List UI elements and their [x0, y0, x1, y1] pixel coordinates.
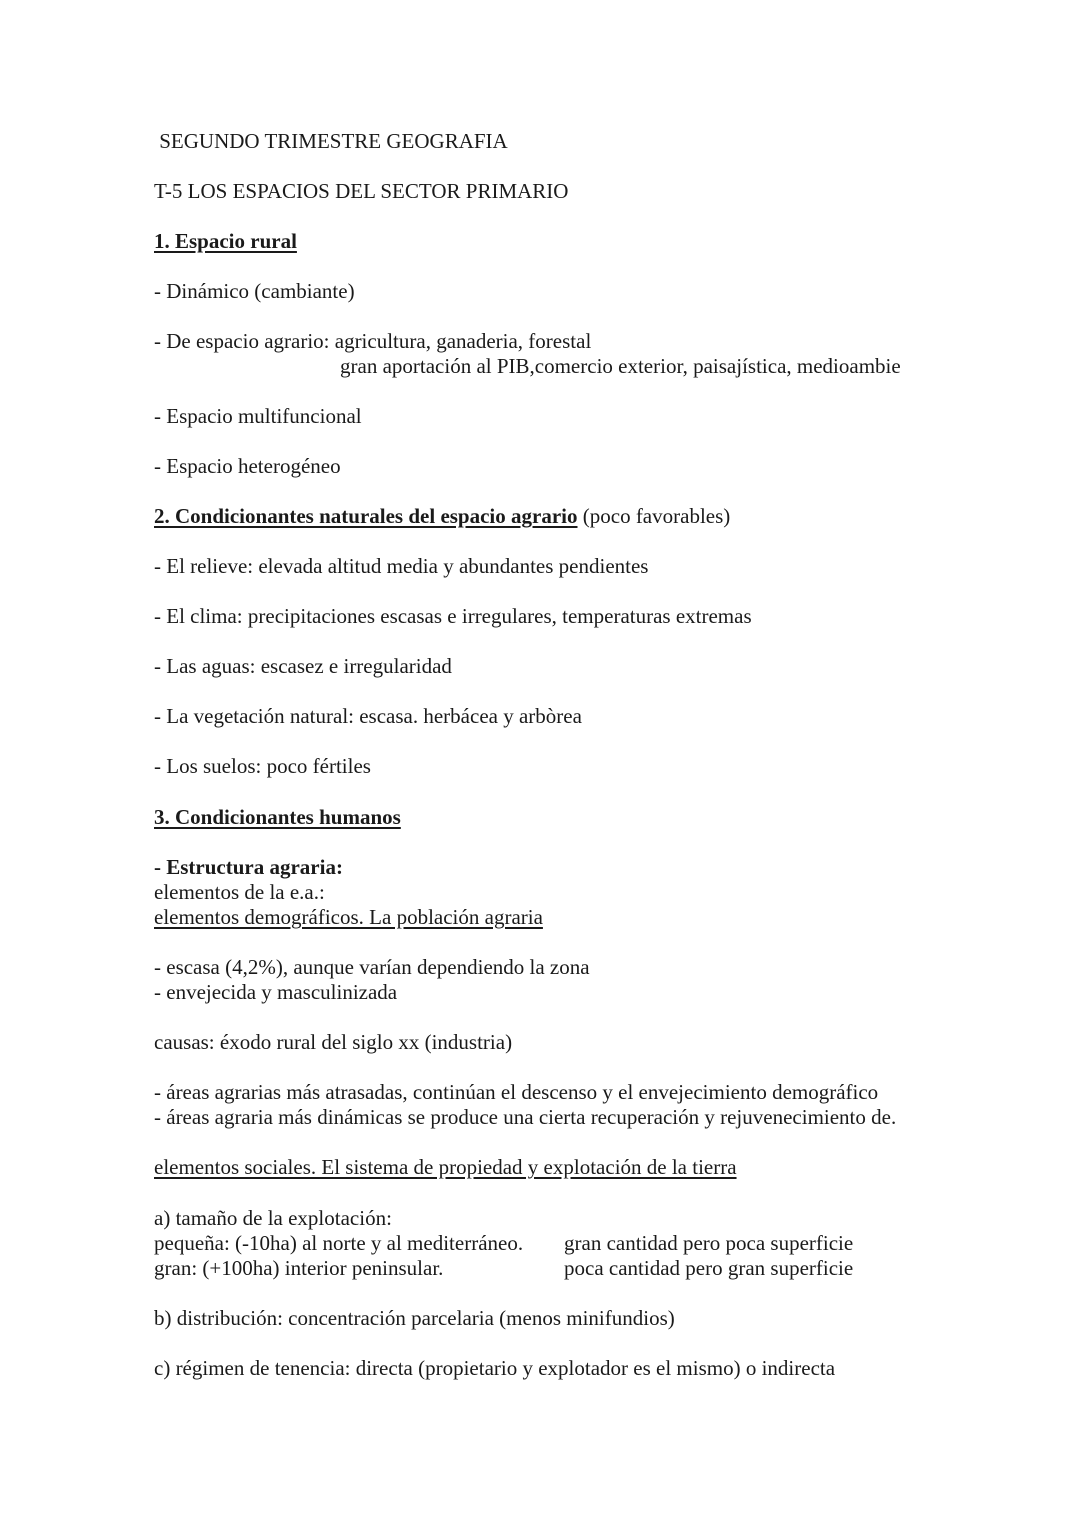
distribution-line: b) distribución: concentración parcelaria (menos minifundios)	[154, 1306, 675, 1330]
document-title: SEGUNDO TRIMESTRE GEOGRAFIA	[154, 129, 508, 153]
section2-item: - El relieve: elevada altitud media y abundantes pendientes	[154, 554, 649, 578]
section2-heading: 2. Condicionantes naturales del espacio agrario	[154, 504, 578, 528]
section2-item: - La vegetación natural: escasa. herbácea y arbòrea	[154, 704, 582, 728]
section1-item: - De espacio agrario: agricultura, ganaderia, forestal	[154, 329, 592, 353]
section2-heading-note: (poco favorables)	[577, 504, 731, 528]
size-row-label: pequeña: (-10ha) al norte y al mediterráneo.	[154, 1231, 524, 1255]
section1-heading: 1. Espacio rural	[154, 229, 297, 253]
demographic-heading: elementos demográficos. La población agraria	[154, 905, 543, 929]
section1-item-continuation: gran aportación al PIB,comercio exterior, paisajística, medioambie	[340, 354, 901, 378]
section2-item: - El clima: precipitaciones escasas e irregulares, temperaturas extremas	[154, 604, 752, 628]
section1-item: - Dinámico (cambiante)	[154, 279, 355, 303]
elements-intro: elementos de la e.a.:	[154, 880, 325, 904]
section1-item: - Espacio multifuncional	[154, 404, 362, 428]
size-row-note: gran cantidad pero poca superficie	[564, 1231, 854, 1255]
social-heading: elementos sociales. El sistema de propiedad y explotación de la tierra	[154, 1155, 737, 1179]
demographic-area: - áreas agraria más dinámicas se produce una cierta recuperación y rejuvenecimiento de.	[154, 1105, 897, 1129]
section2-item: - Los suelos: poco fértiles	[154, 754, 371, 778]
section3-subheading: - Estructura agraria:	[154, 855, 343, 879]
size-row-note: poca cantidad pero gran superficie	[564, 1256, 854, 1280]
tenure-line: c) régimen de tenencia: directa (propietario y explotador es el mismo) o indirecta	[154, 1356, 836, 1380]
size-heading: a) tamaño de la explotación:	[154, 1206, 392, 1230]
section2-heading-line	[154, 504, 730, 529]
demographic-item: - envejecida y masculinizada	[154, 980, 398, 1004]
section1-item: - Espacio heterogéneo	[154, 454, 341, 478]
demographic-item: - escasa (4,2%), aunque varían dependiendo la zona	[154, 955, 590, 979]
size-row-label: gran: (+100ha) interior peninsular.	[154, 1256, 444, 1280]
topic-title: T-5 LOS ESPACIOS DEL SECTOR PRIMARIO	[154, 179, 569, 203]
demographic-area: - áreas agrarias más atrasadas, continúan el descenso y el envejecimiento demográfico	[154, 1080, 879, 1104]
section3-heading: 3. Condicionantes humanos	[154, 805, 401, 829]
section2-item: - Las aguas: escasez e irregularidad	[154, 654, 452, 678]
demographic-causes: causas: éxodo rural del siglo xx (industria)	[154, 1030, 513, 1054]
